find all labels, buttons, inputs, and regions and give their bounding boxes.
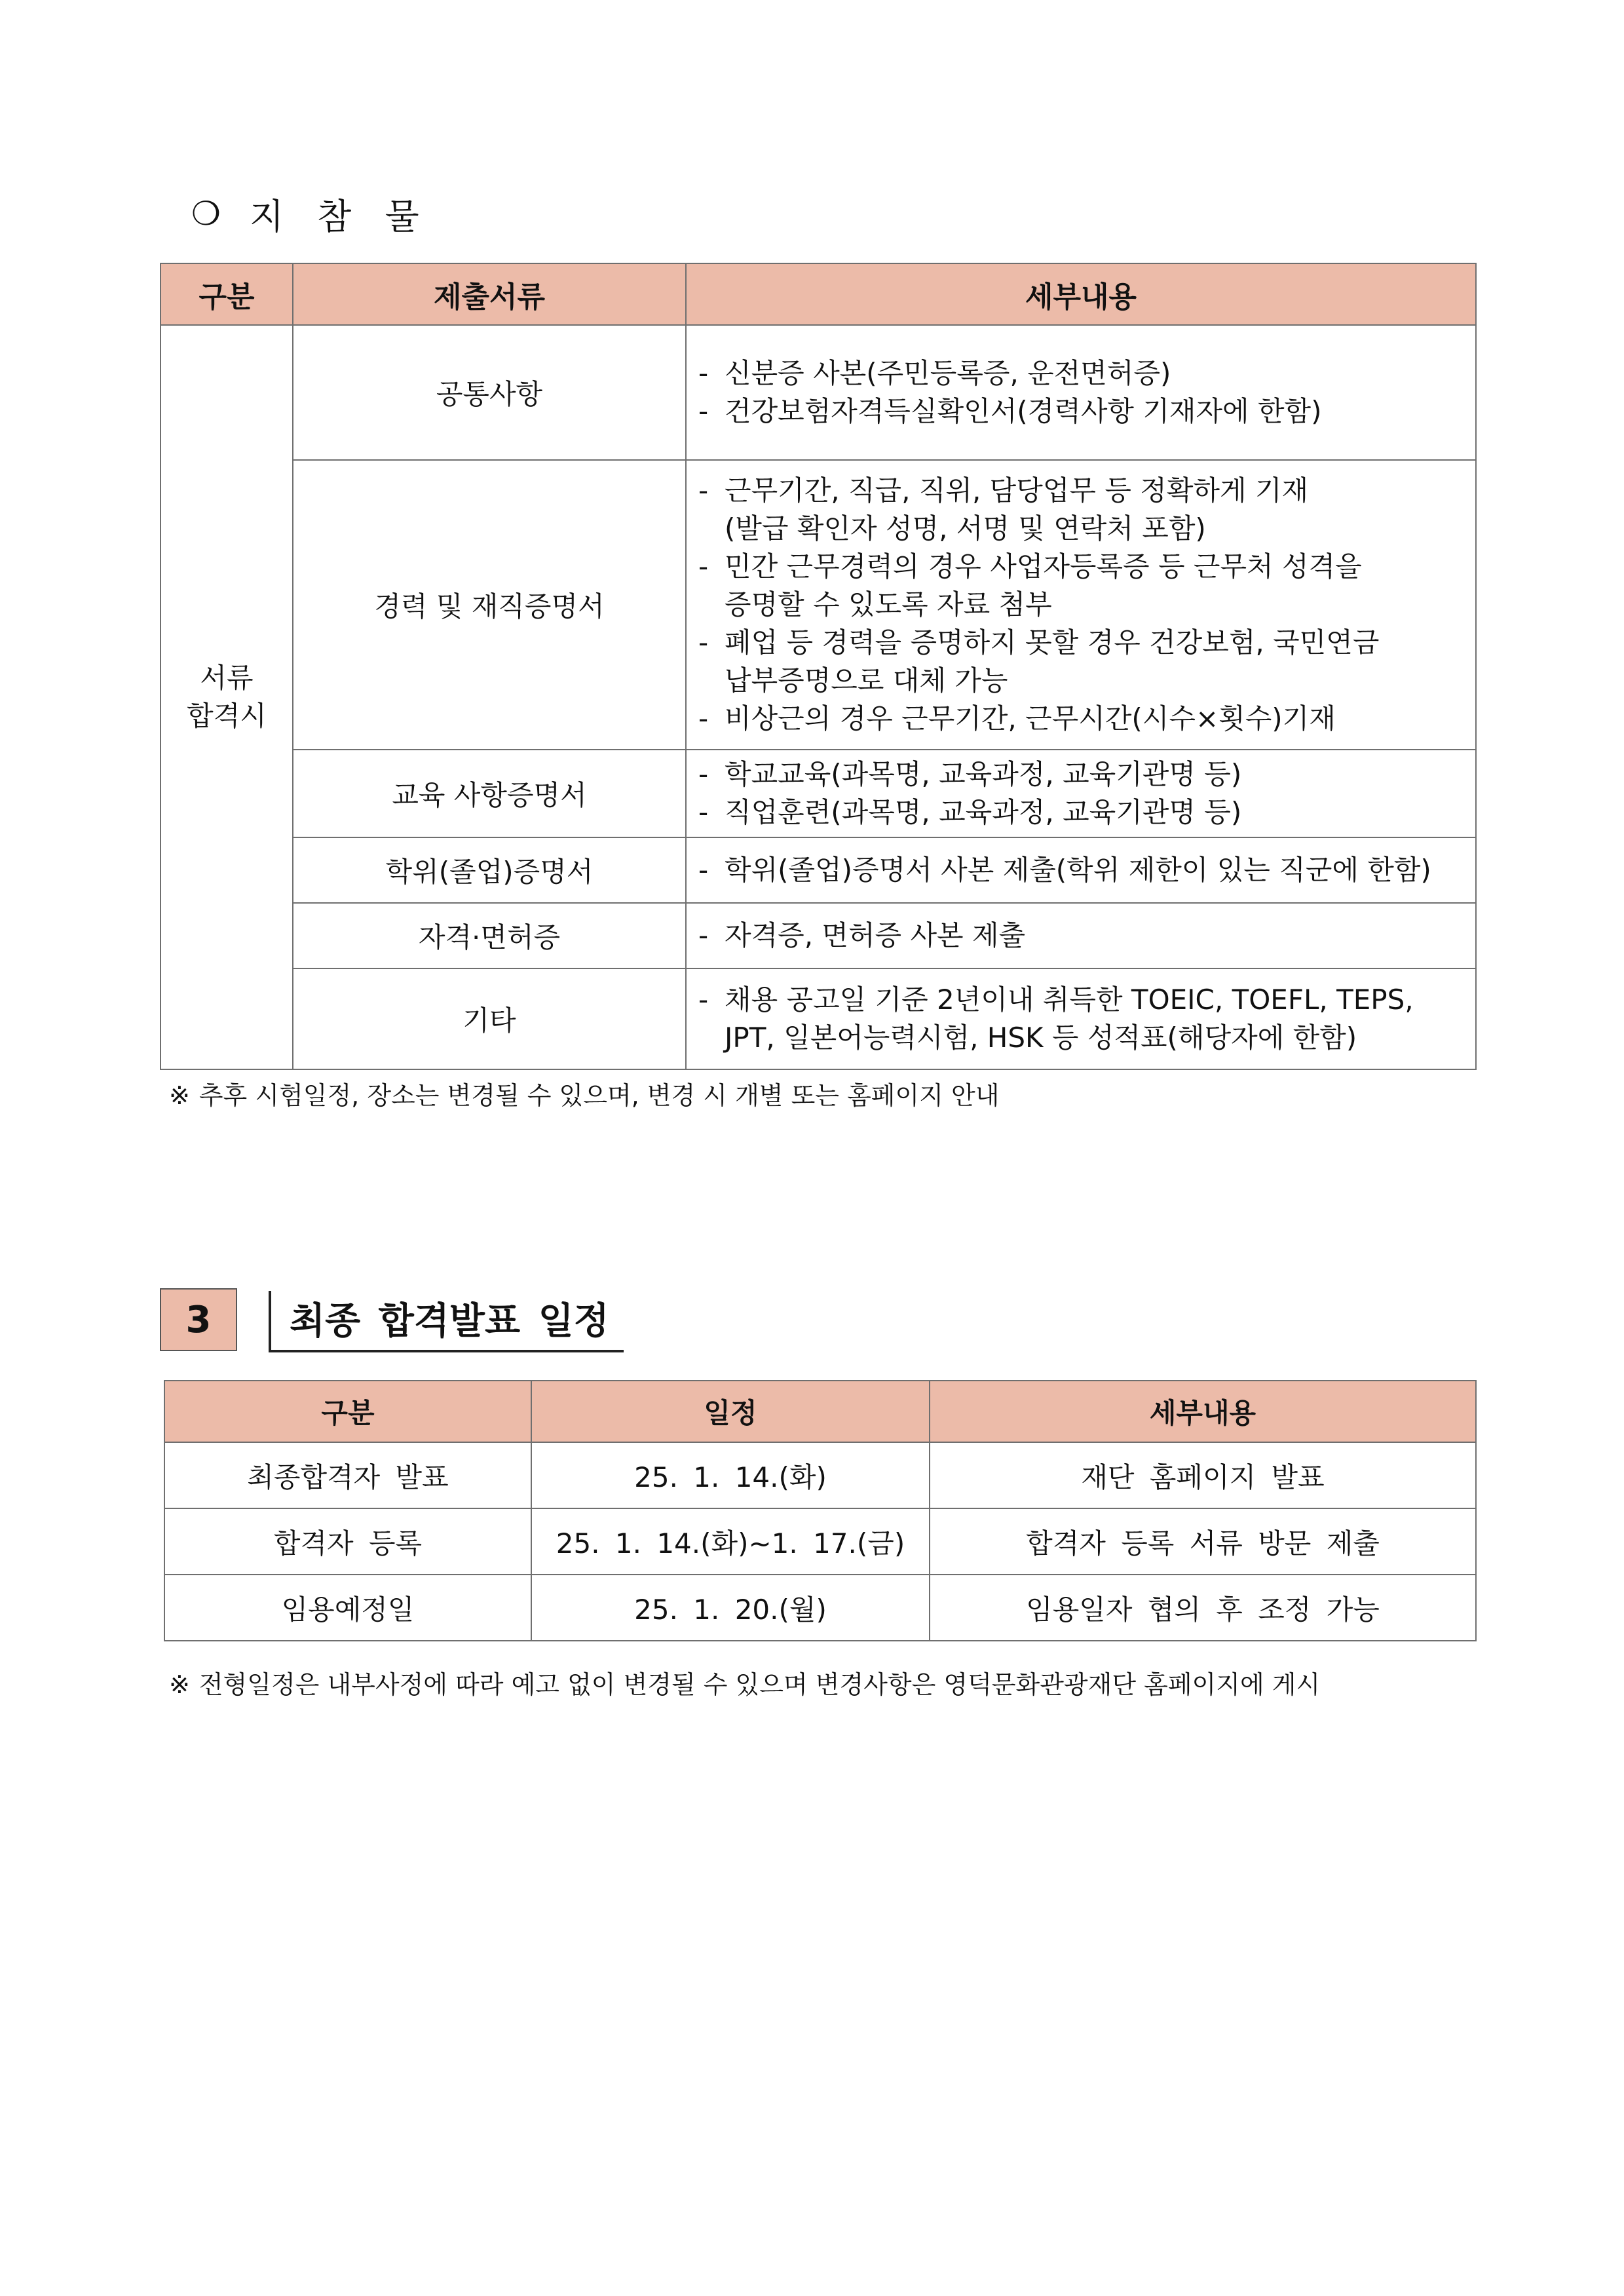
detail-item: - 비상근의 경우 근무기간, 근무시간(시수×횟수)기재 — [698, 700, 1465, 738]
category-cell — [161, 325, 293, 1069]
header-details: 세부내용 — [930, 1381, 1476, 1442]
section-heading — [191, 189, 423, 239]
header-category: 구분 — [161, 263, 293, 325]
header-documents: 제출서류 — [293, 263, 686, 325]
reference-mark: ※ — [169, 1081, 190, 1110]
footnote-text: 추후 시험일정, 장소는 변경될 수 있으며, 변경 시 개별 또는 홈페이지 안내 — [198, 1081, 1000, 1110]
section-title: 최종 합격발표 일정 — [290, 1300, 609, 1343]
doc-name-cell: 자격·면허증 — [293, 903, 686, 968]
footnote-exam-schedule — [169, 1075, 999, 1111]
table-cell: 25. 1. 20.(월) — [531, 1575, 930, 1641]
table-row — [164, 1575, 1476, 1641]
detail-item: - 직업훈련(과목명, 교육과정, 교육기관명 등) — [698, 794, 1465, 832]
table-cell: 합격자 등록 — [164, 1508, 531, 1575]
table-cell: 임용일자 협의 후 조정 가능 — [930, 1575, 1476, 1641]
category-label: 서류 합격시 — [187, 662, 267, 732]
header-category: 구분 — [164, 1381, 531, 1442]
schedule-table — [164, 1380, 1477, 1641]
footnote-schedule-change — [169, 1664, 1320, 1700]
heading-divider — [269, 1291, 271, 1352]
doc-name-cell: 경력 및 재직증명서 — [293, 460, 686, 750]
circle-bullet-icon: ❍ — [191, 195, 221, 233]
table-row — [164, 1508, 1476, 1575]
detail-cell — [686, 968, 1476, 1069]
table-row — [161, 837, 1476, 903]
detail-item: - 건강보험자격득실확인서(경력사항 기재자에 한함) — [698, 392, 1465, 430]
detail-item: - 학교교육(과목명, 교육과정, 교육기관명 등) — [698, 756, 1465, 794]
detail-item: - 폐업 등 경력을 증명하지 못할 경우 건강보험, 국민연금 납부증명으로 대체 가능 — [698, 624, 1465, 700]
doc-name-cell: 학위(졸업)증명서 — [293, 837, 686, 903]
detail-item: - 근무기간, 직급, 직위, 담당업무 등 정확하게 기재 (발급 확인자 성명, 서명 및 연락처 포함) — [698, 472, 1465, 548]
table-row — [161, 325, 1476, 460]
detail-cell — [686, 837, 1476, 903]
table-cell: 임용예정일 — [164, 1575, 531, 1641]
detail-item: - 민간 근무경력의 경우 사업자등록증 등 근무처 성격을 증명할 수 있도록 자료 첨부 — [698, 548, 1465, 624]
footnote-text: 전형일정은 내부사정에 따라 예고 없이 변경될 수 있으며 변경사항은 영덕문화관광재단 홈페이지에 게시 — [198, 1670, 1321, 1699]
doc-name-cell: 교육 사항증명서 — [293, 750, 686, 837]
table-row — [161, 968, 1476, 1069]
table-cell: 재단 홈페이지 발표 — [930, 1442, 1476, 1508]
table-row — [161, 460, 1476, 750]
table-cell: 25. 1. 14.(화)~1. 17.(금) — [531, 1508, 930, 1575]
detail-cell — [686, 460, 1476, 750]
doc-name-cell: 공통사항 — [293, 325, 686, 460]
documents-table — [160, 263, 1477, 1070]
table-row — [161, 750, 1476, 837]
table-header-row — [164, 1381, 1476, 1442]
header-details: 세부내용 — [686, 263, 1476, 325]
doc-name-cell: 기타 — [293, 968, 686, 1069]
detail-cell — [686, 903, 1476, 968]
table-header-row — [161, 263, 1476, 325]
header-date: 일정 — [531, 1381, 930, 1442]
detail-cell — [686, 750, 1476, 837]
section-number-badge: 3 — [160, 1288, 237, 1351]
section-heading-text: 지 참 물 — [249, 195, 423, 237]
table-cell: 합격자 등록 서류 방문 제출 — [930, 1508, 1476, 1575]
detail-item: - 신분증 사본(주민등록증, 운전면허증) — [698, 354, 1465, 392]
detail-item: - 학위(졸업)증명서 사본 제출(학위 제한이 있는 직군에 한함) — [698, 851, 1465, 889]
detail-cell — [686, 325, 1476, 460]
table-row — [161, 903, 1476, 968]
table-cell: 25. 1. 14.(화) — [531, 1442, 930, 1508]
table-row — [164, 1442, 1476, 1508]
heading-underline — [269, 1350, 624, 1352]
detail-item: - 자격증, 면허증 사본 제출 — [698, 917, 1465, 955]
table-cell: 최종합격자 발표 — [164, 1442, 531, 1508]
reference-mark: ※ — [169, 1670, 190, 1699]
detail-item: - 채용 공고일 기준 2년이내 취득한 TOEIC, TOEFL, TEPS, JPT, 일본어능력시험, HSK 등 성적표(해당자에 한함) — [698, 981, 1465, 1057]
